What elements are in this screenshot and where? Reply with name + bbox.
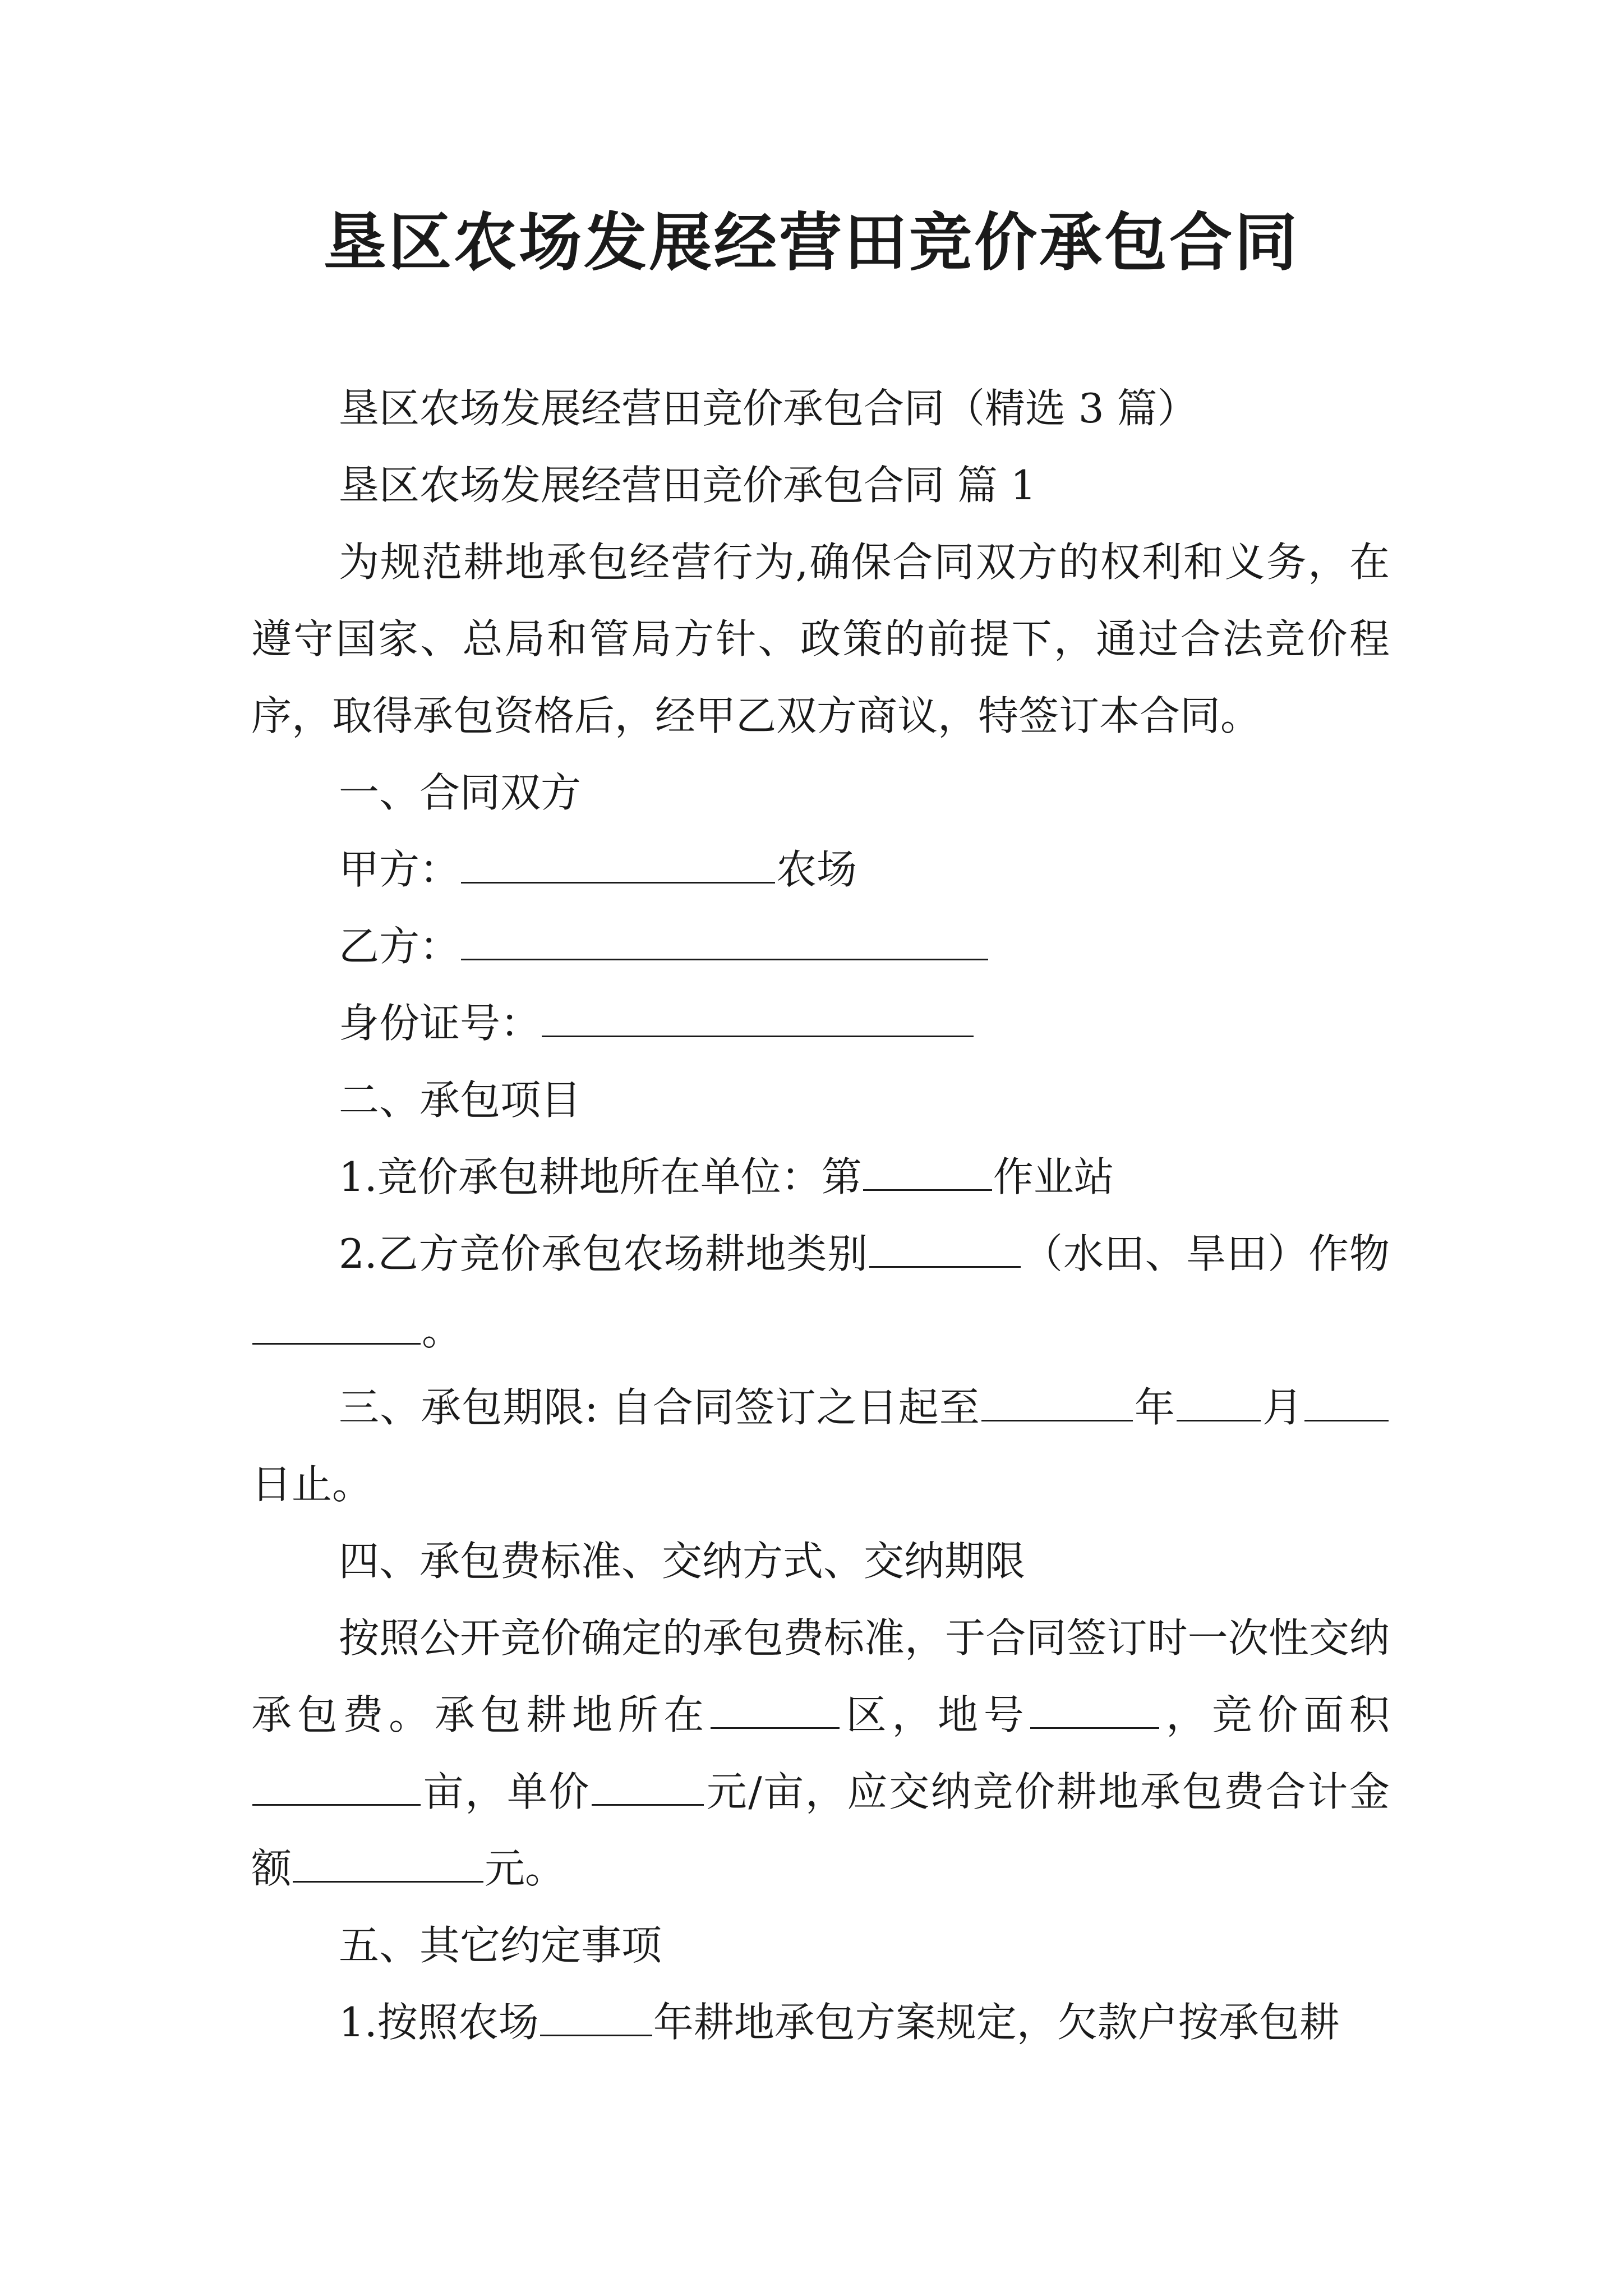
party-a-suffix: 农场 bbox=[776, 846, 857, 893]
subtitle-text: 垦区农场发展经营田竞价承包合同（精选 3 篇） bbox=[339, 385, 1198, 432]
section4-text: 四、承包费标准、交纳方式、交纳期限 bbox=[339, 1538, 1026, 1585]
plan-year-blank[interactable] bbox=[540, 1998, 652, 2036]
station-number-blank[interactable] bbox=[863, 1153, 992, 1191]
end-day-blank[interactable] bbox=[1304, 1383, 1389, 1421]
section-heading-parties bbox=[251, 754, 1390, 831]
fee-text-d: 亩，单价 bbox=[422, 1768, 591, 1815]
area-zone-blank[interactable] bbox=[711, 1691, 840, 1729]
section-heading-fees bbox=[251, 1523, 1390, 1600]
party-b-label: 乙方： bbox=[339, 923, 460, 970]
item2-line bbox=[251, 1216, 1390, 1369]
section3-year: 年 bbox=[1133, 1384, 1175, 1431]
fee-text-a: 按照公开竞价确定的承包费标准，于合同签订时一次性交纳承包费。承包耕地所在 bbox=[251, 1614, 1390, 1738]
section3-prefix: 三、承包期限: 自合同签订之日起至 bbox=[339, 1384, 980, 1431]
item1-prefix: 1.竞价承包耕地所在单位：第 bbox=[339, 1153, 862, 1200]
part-heading bbox=[251, 447, 1390, 524]
section1-text: 一、合同双方 bbox=[339, 769, 582, 816]
item5-1-line bbox=[251, 1984, 1390, 2061]
crop-blank[interactable] bbox=[252, 1306, 421, 1345]
fee-text-c: ，竞价面积 bbox=[1160, 1691, 1390, 1738]
intro-text: 为规范耕地承包经营行为,确保合同双方的权利和义务，在遵守国家、总局和管局方针、政策的前提下，通过合法竞价程序，取得承包资格后，经甲乙双方商议，特签订本合同。 bbox=[251, 539, 1390, 739]
party-b-blank[interactable] bbox=[461, 922, 988, 960]
document-title: 垦区农场发展经营田竞价承包合同 bbox=[324, 206, 1299, 279]
section5-text: 五、其它约定事项 bbox=[339, 1922, 662, 1969]
plot-number-blank[interactable] bbox=[1030, 1691, 1159, 1729]
id-number-blank[interactable] bbox=[542, 999, 974, 1037]
item2-prefix: 2.乙方竞价承包农场耕地类别 bbox=[339, 1230, 869, 1277]
fee-text-b: 区，地号 bbox=[840, 1691, 1030, 1738]
fee-paragraph bbox=[251, 1600, 1390, 1907]
item5-1-prefix: 1.按照农场 bbox=[339, 1999, 539, 2046]
section3-month: 月 bbox=[1261, 1384, 1303, 1431]
party-b-line bbox=[251, 908, 1390, 985]
party-a-blank[interactable] bbox=[461, 845, 775, 884]
item1-suffix: 作业站 bbox=[993, 1153, 1114, 1200]
unit-price-blank[interactable] bbox=[592, 1768, 704, 1806]
end-month-blank[interactable] bbox=[1177, 1383, 1261, 1421]
fee-text-f: 元。 bbox=[485, 1845, 566, 1892]
section3-suffix: 日止。 bbox=[251, 1461, 373, 1508]
fee-text-e: 元/亩，应交纳竞价耕地承包费合计金额 bbox=[251, 1768, 1390, 1892]
item2-suffix: 。 bbox=[422, 1307, 463, 1354]
item1-line bbox=[251, 1139, 1390, 1216]
section-heading-other bbox=[251, 1907, 1390, 1984]
total-amount-blank[interactable] bbox=[293, 1844, 483, 1883]
section-term-line bbox=[251, 1369, 1390, 1523]
subtitle-paragraph bbox=[251, 370, 1390, 447]
intro-paragraph bbox=[251, 524, 1390, 754]
item5-1-suffix: 年耕地承包方案规定，欠款户按承包耕 bbox=[653, 1999, 1340, 2046]
section-heading-project bbox=[251, 1062, 1390, 1139]
party-a-line bbox=[251, 831, 1390, 908]
end-year-blank[interactable] bbox=[981, 1383, 1133, 1421]
id-label: 身份证号： bbox=[339, 1000, 541, 1047]
part-heading-text: 垦区农场发展经营田竞价承包合同 篇 1 bbox=[339, 462, 1036, 509]
bid-area-blank[interactable] bbox=[252, 1768, 421, 1806]
section2-text: 二、承包项目 bbox=[339, 1076, 582, 1124]
id-number-line bbox=[251, 985, 1390, 1062]
item2-mid: （水田、旱田）作物 bbox=[1022, 1230, 1390, 1277]
land-type-blank[interactable] bbox=[869, 1230, 1021, 1268]
document-body bbox=[251, 370, 1390, 2061]
party-a-label: 甲方： bbox=[339, 846, 460, 893]
